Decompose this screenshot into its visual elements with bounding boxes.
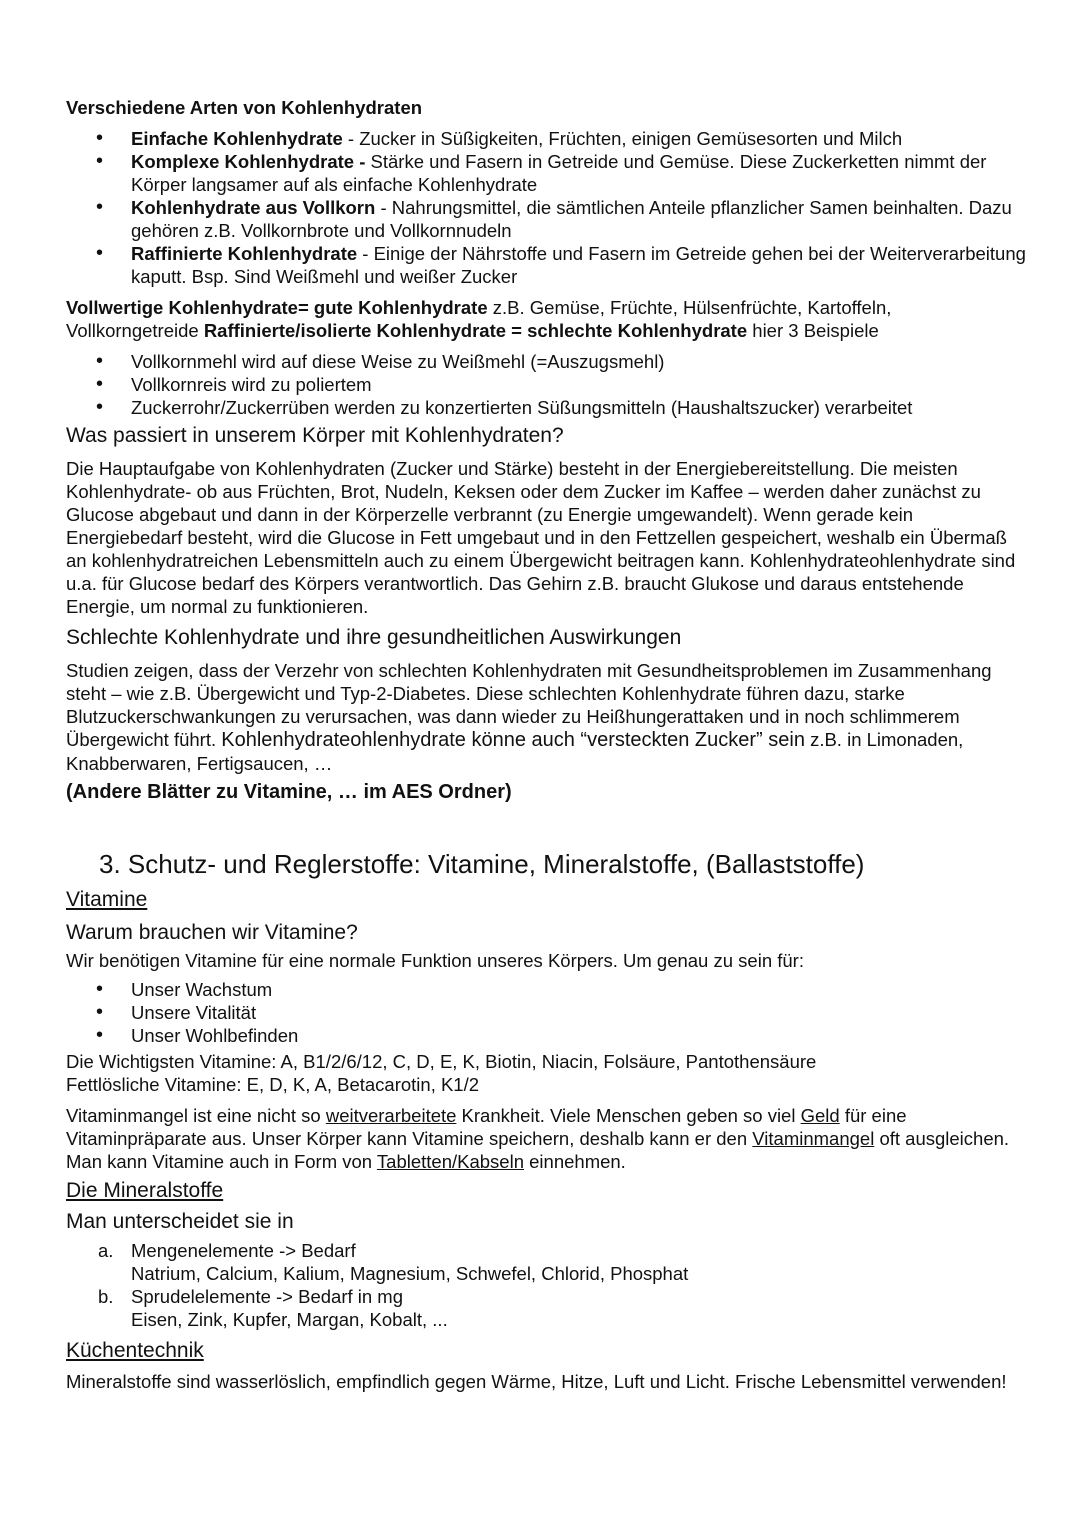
list-item: • Vollkornreis wird zu poliertem (66, 373, 1026, 396)
mineral-list (66, 1239, 1026, 1331)
list-item (66, 1239, 1026, 1285)
important-vitamins: Die Wichtigsten Vitamine: A, B1/2/6/12, C, D, E, K, Biotin, Niacin, Folsäure, Pantothensäure (66, 1051, 817, 1072)
term: Raffinierte Kohlenhydrate (131, 243, 358, 264)
bad-carbs-text: hier 3 Beispiele (747, 320, 879, 341)
description: - Einige der Nährstoffe und Fasern im Getreide gehen bei der Weiterverarbeitung kaputt. Bsp. Sind Weißmehl und weißer Zucker (131, 243, 1026, 287)
list-item: • Zuckerrohr/Zuckerrüben werden zu konzertierten Süßungsmitteln (Haushaltszucker) verarbeitet (66, 396, 1026, 419)
list-marker: a. (98, 1240, 114, 1261)
list-item (66, 196, 1026, 242)
kh-types-list (66, 127, 1026, 288)
description: Stärke und Fasern in Getreide und Gemüse. Diese Zuckerketten nimmt der Körper langsamer auf als einfache Kohlenhydrate (131, 151, 987, 195)
list-marker: b. (98, 1286, 114, 1307)
description: - Zucker in Süßigkeiten, Früchten, einigen Gemüsesorten und Milch (342, 128, 903, 149)
body-section-text: Die Hauptaufgabe von Kohlenhydraten (Zucker und Stärke) besteht in der Energiebereitstellung. Die meisten Kohlenhydrate- ob aus Früchten, Brot, Nudeln, Keksen oder dem Zucker im Kaffee – werden daher zunächst zu Glucose abgebaut und dann in der Körperzelle verbrannt (zu Energie umgewandelt). Wenn gerade kein Energiebedarf besteht, wird die Glucose in Fett umgebaut und in den Fettzellen gespeichert, weshalb ein Übermaß an kohlenhydratreichen Lebensmitteln auch zu einem Übergewicht beitragen kann. Kohlenhydrateohlenhydrate sind u.a. für Glucose bedarf des Körpers verantwortlich. Das Gehirn z.B. braucht Glukose und daraus entstehende Energie, um normal zu funktionieren. (66, 458, 1016, 617)
document-page (66, 96, 1026, 1393)
description: - Nahrungsmittel, die sämtlichen Anteile pflanzlicher Samen beinhalten. Dazu gehören z.B. Vollkornbrote und Vollkornnudeln (131, 197, 1012, 241)
why-vitamins-list (66, 978, 1026, 1047)
list-item: • Unser Wachstum (66, 978, 1026, 1001)
vitamin-deficiency-text (66, 1104, 1026, 1173)
list-item: • Vollkornmehl wird auf diese Weise zu Weißmehl (=Auszugsmehl) (66, 350, 1026, 373)
vitamine-title: Vitamine (66, 888, 148, 911)
underlined-term: Vitaminmangel (752, 1128, 875, 1149)
list-item: • Unser Wohlbefinden (66, 1024, 1026, 1047)
mineral-examples: Eisen, Zink, Kupfer, Margan, Kobalt, ... (131, 1309, 448, 1330)
kitchen-text: Mineralstoffe sind wasserlöslich, empfindlich gegen Wärme, Hitze, Luft und Licht. Frische Lebensmittel verwenden! (66, 1371, 1007, 1392)
list-item (66, 1285, 1026, 1331)
hidden-sugar-examples: z.B. in Limonaden, Knabberwaren, Fertigsaucen, … (66, 729, 964, 774)
good-bad-paragraph (66, 296, 1026, 342)
list-item (66, 127, 1026, 150)
why-vitamins-text: Wir benötigen Vitamine für eine normale Funktion unseres Körpers. Um genau zu sein für: (66, 950, 804, 971)
mineral-category: Sprudelelemente -> Bedarf in mg (131, 1286, 403, 1307)
list-item (66, 242, 1026, 288)
list-item (66, 150, 1026, 196)
text: oft ausgleichen. Man kann Vitamine auch in Form von (66, 1128, 1010, 1172)
text: einnehmen. (524, 1151, 626, 1172)
why-vitamins-heading: Warum brauchen wir Vitamine? (66, 921, 358, 944)
good-carbs-text: z.B. Gemüse, Früchte, Hülsenfrüchte, Kartoffeln, Vollkorngetreide (66, 297, 892, 341)
mineral-examples: Natrium, Calcium, Kalium, Magnesium, Schwefel, Chlorid, Phosphat (131, 1263, 689, 1284)
term: Kohlenhydrate aus Vollkorn (131, 197, 376, 218)
list-item: • Unsere Vitalität (66, 1001, 1026, 1024)
bad-section-heading: Schlechte Kohlenhydrate und ihre gesundheitlichen Auswirkungen (66, 626, 682, 649)
distinguish-heading: Man unterscheidet sie in (66, 1210, 294, 1233)
bad-section-main: Studien zeigen, dass der Verzehr von schlechten Kohlenhydraten mit Gesundheitsproblemen im Zusammenhang steht – wie z.B. Übergewicht und Typ-2-Diabetes. Diese schlechten Kohlenhydrate führen dazu, starke Blutzuckerschwankungen zu verursachen, was dann wieder zu Heißhungerattaken und in noch schlimmerem Übergewicht führt. (66, 660, 992, 750)
bad-section-text (66, 659, 1026, 775)
good-carbs-label: Vollwertige Kohlenhydrate= gute Kohlenhydrate (66, 297, 488, 318)
underlined-term: weitverarbeitete (325, 1105, 457, 1126)
underlined-term: Geld (800, 1105, 840, 1126)
term: Einfache Kohlenhydrate (131, 128, 343, 149)
text: Vitaminmangel ist eine nicht so (66, 1105, 326, 1126)
hidden-sugar-text: Kohlenhydrateohlenhydrate könne auch “versteckten Zucker” sein (221, 729, 805, 751)
text: für eine Vitaminpräparate aus. Unser Körper kann Vitamine speichern, deshalb kann er den (66, 1105, 907, 1149)
text: Krankheit. Viele Menschen geben so viel (456, 1105, 801, 1126)
mineral-title: Die Mineralstoffe (66, 1179, 224, 1202)
section-3-heading: 3. Schutz- und Reglerstoffe: Vitamine, Mineralstoffe, (Ballaststoffe) (99, 849, 865, 879)
kh-types-heading: Verschiedene Arten von Kohlenhydraten (66, 97, 423, 118)
underlined-term: Tabletten/Kabseln (376, 1151, 524, 1172)
body-section-heading: Was passiert in unserem Körper mit Kohlenhydraten? (66, 424, 564, 447)
refine-examples-list (66, 350, 1026, 419)
kitchen-title: Küchentechnik (66, 1339, 204, 1362)
fat-soluble-vitamins: Fettlösliche Vitamine: E, D, K, A, Betacarotin, K1/2 (66, 1074, 480, 1095)
bad-carbs-label: Raffinierte/isolierte Kohlenhydrate = schlechte Kohlenhydrate (203, 320, 748, 341)
mineral-category: Mengenelemente -> Bedarf (131, 1240, 356, 1261)
aes-note: (Andere Blätter zu Vitamine, … im AES Ordner) (66, 781, 512, 803)
term: Komplexe Kohlenhydrate - (131, 151, 366, 172)
